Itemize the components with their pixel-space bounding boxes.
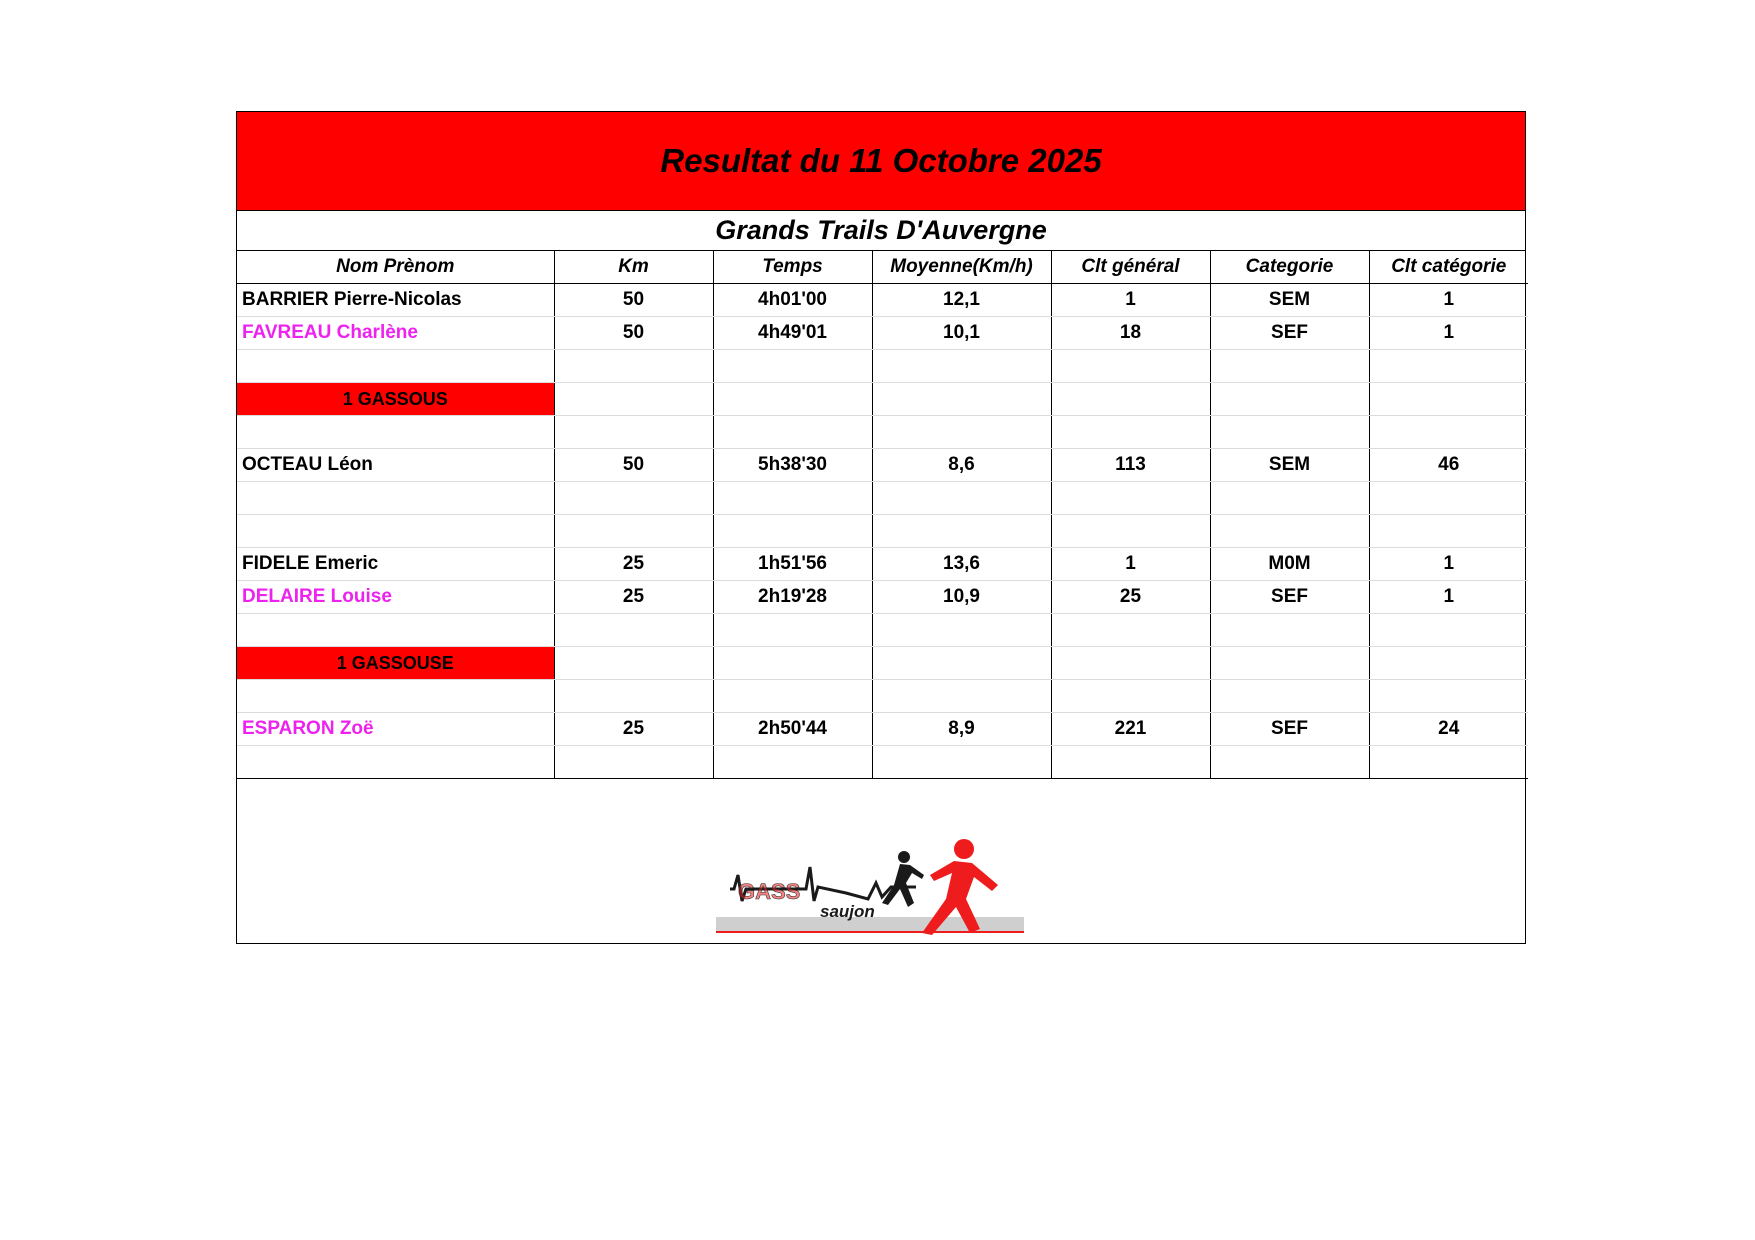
empty-cell bbox=[1210, 614, 1369, 647]
blank-row bbox=[237, 416, 1528, 449]
clt-general-cell: 113 bbox=[1051, 449, 1210, 482]
categorie-cell: M0M bbox=[1210, 548, 1369, 581]
empty-cell bbox=[872, 680, 1051, 713]
empty-cell bbox=[554, 680, 713, 713]
categorie-cell: SEF bbox=[1210, 581, 1369, 614]
section-label: 1 GASSOUS bbox=[237, 383, 554, 416]
athlete-name: BARRIER Pierre-Nicolas bbox=[237, 284, 554, 317]
empty-cell bbox=[554, 515, 713, 548]
clt-categorie-cell: 1 bbox=[1369, 317, 1528, 350]
temps-cell: 2h50'44 bbox=[713, 713, 872, 746]
table-row bbox=[237, 317, 1528, 350]
empty-cell bbox=[872, 383, 1051, 416]
empty-cell bbox=[1051, 746, 1210, 779]
temps-cell: 1h51'56 bbox=[713, 548, 872, 581]
empty-cell bbox=[872, 647, 1051, 680]
athlete-name: ESPARON Zoë bbox=[237, 713, 554, 746]
temps-cell: 2h19'28 bbox=[713, 581, 872, 614]
empty-cell bbox=[1369, 350, 1528, 383]
empty-cell bbox=[713, 647, 872, 680]
page-title: Resultat du 11 Octobre 2025 bbox=[237, 112, 1525, 211]
clt-general-cell: 25 bbox=[1051, 581, 1210, 614]
empty-cell bbox=[1369, 680, 1528, 713]
table-row bbox=[237, 284, 1528, 317]
temps-cell: 4h01'00 bbox=[713, 284, 872, 317]
logo-area bbox=[237, 815, 1525, 943]
empty-cell bbox=[1051, 350, 1210, 383]
moyenne-cell: 10,1 bbox=[872, 317, 1051, 350]
empty-cell bbox=[713, 680, 872, 713]
column-header-km: Km bbox=[554, 251, 713, 284]
empty-cell bbox=[1051, 383, 1210, 416]
empty-cell bbox=[713, 416, 872, 449]
blank-row bbox=[237, 515, 1528, 548]
athlete-name: DELAIRE Louise bbox=[237, 581, 554, 614]
empty-cell bbox=[872, 614, 1051, 647]
km-cell: 50 bbox=[554, 317, 713, 350]
athlete-name: FIDELE Emeric bbox=[237, 548, 554, 581]
km-cell: 25 bbox=[554, 581, 713, 614]
athlete-name: OCTEAU Léon bbox=[237, 449, 554, 482]
empty-cell bbox=[1210, 680, 1369, 713]
empty-cell bbox=[1369, 383, 1528, 416]
section-row bbox=[237, 647, 1528, 680]
clt-categorie-cell: 1 bbox=[1369, 284, 1528, 317]
empty-cell bbox=[1210, 515, 1369, 548]
km-cell: 50 bbox=[554, 284, 713, 317]
gass-saujon-runner-logo bbox=[716, 837, 1026, 937]
empty-cell bbox=[237, 482, 554, 515]
blank-row bbox=[237, 746, 1528, 779]
moyenne-cell: 8,6 bbox=[872, 449, 1051, 482]
blank-row bbox=[237, 614, 1528, 647]
empty-cell bbox=[1210, 482, 1369, 515]
clt-general-cell: 1 bbox=[1051, 284, 1210, 317]
column-header-moyenne: Moyenne(Km/h) bbox=[872, 251, 1051, 284]
empty-cell bbox=[1369, 614, 1528, 647]
moyenne-cell: 8,9 bbox=[872, 713, 1051, 746]
blank-row bbox=[237, 680, 1528, 713]
km-cell: 50 bbox=[554, 449, 713, 482]
empty-cell bbox=[1210, 416, 1369, 449]
empty-cell bbox=[872, 350, 1051, 383]
column-header-temps: Temps bbox=[713, 251, 872, 284]
table-row bbox=[237, 449, 1528, 482]
empty-cell bbox=[1369, 416, 1528, 449]
empty-cell bbox=[1369, 482, 1528, 515]
empty-cell bbox=[1051, 614, 1210, 647]
small-runner-icon bbox=[882, 851, 924, 907]
empty-cell bbox=[1051, 515, 1210, 548]
clt-categorie-cell: 1 bbox=[1369, 581, 1528, 614]
column-header-clt-general: Clt général bbox=[1051, 251, 1210, 284]
column-header-clt-categorie: Clt catégorie bbox=[1369, 251, 1528, 284]
empty-cell bbox=[872, 515, 1051, 548]
empty-cell bbox=[1051, 482, 1210, 515]
empty-cell bbox=[1210, 383, 1369, 416]
empty-cell bbox=[554, 416, 713, 449]
km-cell: 25 bbox=[554, 713, 713, 746]
clt-general-cell: 18 bbox=[1051, 317, 1210, 350]
empty-cell bbox=[713, 383, 872, 416]
temps-cell: 5h38'30 bbox=[713, 449, 872, 482]
empty-cell bbox=[713, 614, 872, 647]
empty-cell bbox=[1051, 416, 1210, 449]
empty-cell bbox=[872, 482, 1051, 515]
empty-cell bbox=[713, 350, 872, 383]
table-row bbox=[237, 713, 1528, 746]
blank-row bbox=[237, 482, 1528, 515]
empty-cell bbox=[1210, 647, 1369, 680]
categorie-cell: SEM bbox=[1210, 284, 1369, 317]
empty-cell bbox=[1369, 515, 1528, 548]
results-body bbox=[237, 284, 1528, 779]
results-sheet bbox=[236, 111, 1526, 944]
section-row bbox=[237, 383, 1528, 416]
moyenne-cell: 13,6 bbox=[872, 548, 1051, 581]
logo-wordmark: GASS bbox=[738, 879, 801, 904]
empty-cell bbox=[237, 515, 554, 548]
empty-cell bbox=[713, 746, 872, 779]
km-cell: 25 bbox=[554, 548, 713, 581]
column-header-categorie: Categorie bbox=[1210, 251, 1369, 284]
empty-cell bbox=[1051, 647, 1210, 680]
clt-categorie-cell: 46 bbox=[1369, 449, 1528, 482]
column-header-name: Nom Prènom bbox=[237, 251, 554, 284]
empty-cell bbox=[713, 515, 872, 548]
empty-cell bbox=[554, 647, 713, 680]
empty-cell bbox=[554, 482, 713, 515]
empty-cell bbox=[1210, 350, 1369, 383]
empty-cell bbox=[713, 482, 872, 515]
empty-cell bbox=[237, 350, 554, 383]
header-row bbox=[237, 251, 1528, 284]
empty-cell bbox=[237, 746, 554, 779]
empty-cell bbox=[1051, 680, 1210, 713]
event-name: Grands Trails D'Auvergne bbox=[237, 211, 1525, 251]
logo-subtitle: saujon bbox=[820, 902, 875, 921]
empty-cell bbox=[1369, 647, 1528, 680]
empty-cell bbox=[237, 416, 554, 449]
categorie-cell: SEF bbox=[1210, 317, 1369, 350]
categorie-cell: SEF bbox=[1210, 713, 1369, 746]
categorie-cell: SEM bbox=[1210, 449, 1369, 482]
table-row bbox=[237, 581, 1528, 614]
blank-row bbox=[237, 350, 1528, 383]
empty-cell bbox=[872, 746, 1051, 779]
empty-cell bbox=[237, 614, 554, 647]
results-table bbox=[237, 251, 1528, 779]
logo-base-line bbox=[716, 931, 1024, 933]
temps-cell: 4h49'01 bbox=[713, 317, 872, 350]
empty-cell bbox=[237, 680, 554, 713]
empty-cell bbox=[1210, 746, 1369, 779]
clt-general-cell: 221 bbox=[1051, 713, 1210, 746]
empty-cell bbox=[554, 614, 713, 647]
empty-cell bbox=[554, 350, 713, 383]
empty-cell bbox=[1369, 746, 1528, 779]
empty-cell bbox=[554, 746, 713, 779]
moyenne-cell: 10,9 bbox=[872, 581, 1051, 614]
section-label: 1 GASSOUSE bbox=[237, 647, 554, 680]
empty-cell bbox=[554, 383, 713, 416]
empty-cell bbox=[872, 416, 1051, 449]
table-row bbox=[237, 548, 1528, 581]
moyenne-cell: 12,1 bbox=[872, 284, 1051, 317]
athlete-name: FAVREAU Charlène bbox=[237, 317, 554, 350]
clt-general-cell: 1 bbox=[1051, 548, 1210, 581]
clt-categorie-cell: 24 bbox=[1369, 713, 1528, 746]
clt-categorie-cell: 1 bbox=[1369, 548, 1528, 581]
